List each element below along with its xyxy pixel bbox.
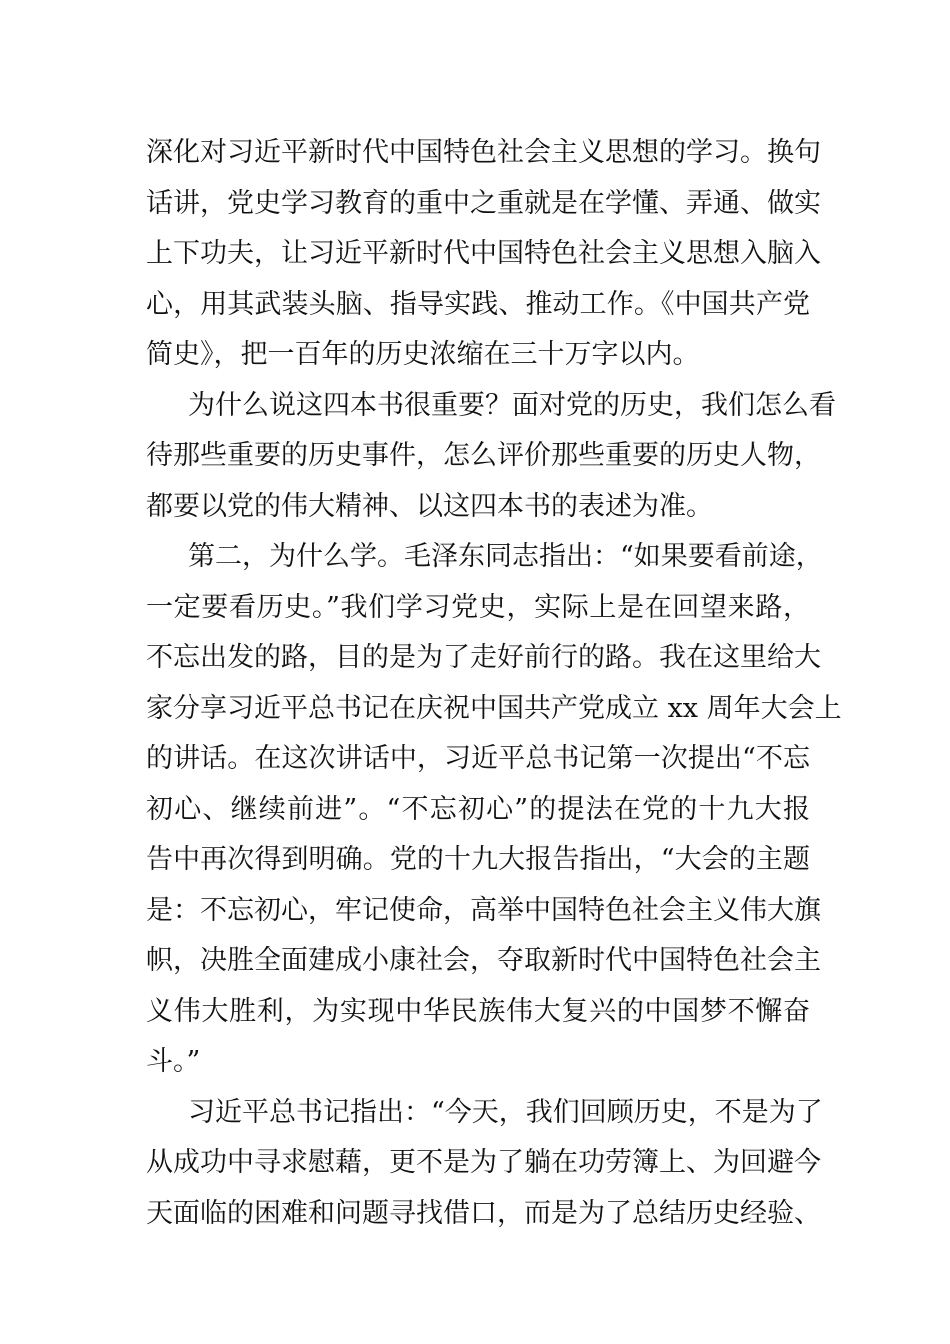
text-line: 话讲，党史学习教育的重中之重就是在学懂、弄通、做实 xyxy=(146,188,821,219)
text-line: 家分享习近平总书记在庆祝中国共产党成立 xx 周年大会上 xyxy=(146,693,842,724)
text-line: 的讲话。在这次讲话中，习近平总书记第一次提出“不忘 xyxy=(146,743,810,774)
text-line: 都要以党的伟大精神、以这四本书的表述为准。 xyxy=(146,491,713,522)
text-line: 帜，决胜全面建成小康社会，夺取新时代中国特色社会主 xyxy=(146,945,821,976)
text-line: 深化对习近平新时代中国特色社会主义思想的学习。换句 xyxy=(146,137,821,168)
text-line: 习近平总书记指出：“今天，我们回顾历史，不是为了 xyxy=(188,1097,823,1128)
text-line: 是：不忘初心，牢记使命，高举中国特色社会主义伟大旗 xyxy=(146,895,821,926)
text-line: 告中再次得到明确。党的十九大报告指出，“大会的主题 xyxy=(146,844,810,875)
text-line: 简史》，把一百年的历史浓缩在三十万字以内。 xyxy=(146,339,700,370)
text-line: 待那些重要的历史事件，怎么评价那些重要的历史人物， xyxy=(146,440,821,471)
text-line: 不忘出发的路，目的是为了走好前行的路。我在这里给大 xyxy=(146,642,821,673)
text-line: 天面临的困难和问题寻找借口，而是为了总结历史经验、 xyxy=(146,1198,821,1229)
text-line: 第二，为什么学。毛泽东同志指出：“如果要看前途， xyxy=(188,541,823,572)
text-line: 为什么说这四本书很重要？面对党的历史，我们怎么看 xyxy=(188,390,836,421)
text-line: 上下功夫，让习近平新时代中国特色社会主义思想入脑入 xyxy=(146,238,821,269)
text-line: 心，用其武装头脑、指导实践、推动工作。《中国共产党 xyxy=(146,289,810,320)
text-line: 从成功中寻求慰藉，更不是为了躺在功劳簿上、为回避今 xyxy=(146,1147,821,1178)
text-line: 斗。” xyxy=(146,1046,201,1077)
text-line: 义伟大胜利，为实现中华民族伟大复兴的中国梦不懈奋 xyxy=(146,996,810,1027)
text-line: 初心、继续前进”。“不忘初心”的提法在党的十九大报 xyxy=(146,794,810,825)
text-line: 一定要看历史。”我们学习党史，实际上是在回望来路， xyxy=(146,592,810,623)
